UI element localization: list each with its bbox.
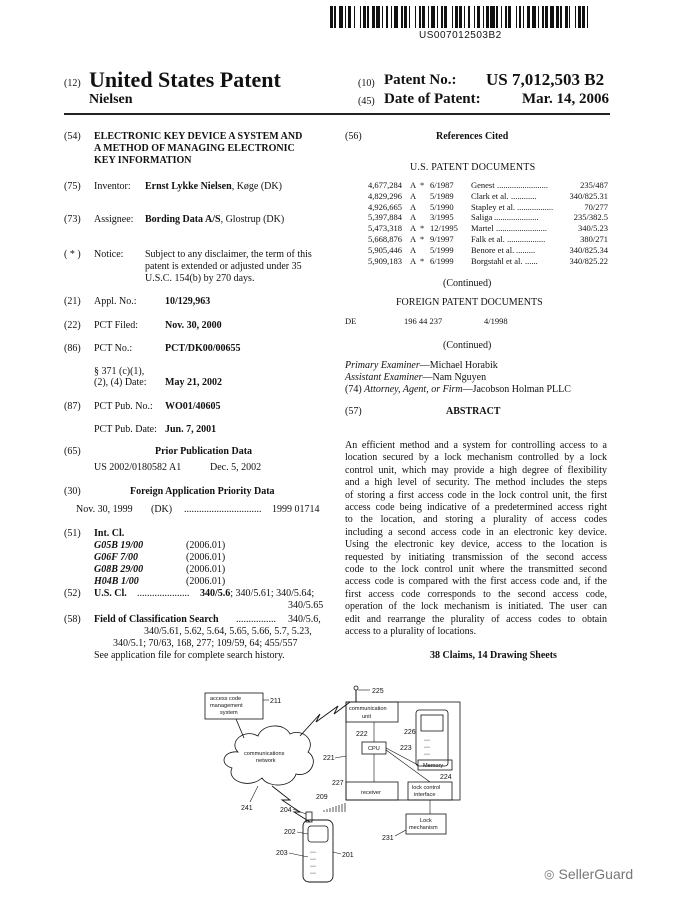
ref-202: 202 xyxy=(284,829,296,836)
appl-no-value: 10/129,963 xyxy=(165,296,211,307)
ref-dots: ..................... xyxy=(494,212,539,223)
attorney-name: —Jacobson Holman PLLC xyxy=(462,384,571,395)
patent-no-code: (10) xyxy=(358,78,375,89)
patent-title: United States Patent xyxy=(89,67,281,92)
patent-no-label: Patent No.: xyxy=(384,72,457,88)
us-cl-cont: 340/5.65 xyxy=(288,600,324,611)
ref-231: 231 xyxy=(382,835,394,842)
svg-text:◦◦◦: ◦◦◦ xyxy=(310,857,316,863)
f22-code: (22) xyxy=(64,320,81,331)
cloud-label-2: network xyxy=(256,758,276,764)
ref-224: 224 xyxy=(440,774,452,781)
ref-kind: A xyxy=(410,201,417,212)
svg-text:◦◦◦: ◦◦◦ xyxy=(310,850,316,856)
ref-dots: ........................ xyxy=(497,180,548,190)
foreign-ref-number: 196 44 237 xyxy=(404,316,443,326)
ref-201: 201 xyxy=(342,852,354,859)
svg-text:◦◦◦: ◦◦◦ xyxy=(424,745,430,751)
assignee-label: Assignee: xyxy=(94,214,134,225)
abstract-line: An efficient method and a system for controlling access to a xyxy=(345,440,607,451)
ref-date: 5/1989 xyxy=(430,190,454,201)
ref-name: Saliga xyxy=(471,212,493,223)
s371-line-1: § 371 (c)(1), xyxy=(94,366,145,377)
ref-number: 5,909,183 xyxy=(368,255,402,266)
ref-date: 6/1999 xyxy=(430,255,454,266)
f75-code: (75) xyxy=(64,181,81,192)
abstract-line: code to the lock control unit where the transmitted second xyxy=(345,564,607,575)
ref-dots: ......... xyxy=(516,244,536,255)
abstract-line: of storing a first access code in the lock control unit, the first xyxy=(345,489,607,501)
assignee-place: , Glostrup (DK) xyxy=(220,214,285,225)
ref-kind: A xyxy=(410,244,417,255)
field-search-line-3: 340/5.1; 70/63, 168, 277; 109/59, 64; 455/557 xyxy=(113,638,298,649)
field-search-line-1-tail: 340/5.6, xyxy=(288,614,321,625)
ref-dots: ............ xyxy=(511,190,537,201)
ref-name: Benore et al. xyxy=(471,244,515,255)
ref-class: 235/382.5 xyxy=(573,212,608,223)
ref-kind: A xyxy=(410,234,417,244)
f73-code: (73) xyxy=(64,214,81,225)
access-mgmt-line-2: management xyxy=(210,703,243,709)
svg-text:◦◦◦: ◦◦◦ xyxy=(310,864,316,870)
int-cl-version-2: (2006.01) xyxy=(186,552,226,563)
priority-date: Nov. 30, 1999 xyxy=(76,504,133,515)
lock-ctrl-line-2: interface xyxy=(414,792,436,798)
abstract-line: to the location, and storing a plurality of access codes xyxy=(345,514,607,526)
electronic-key-device xyxy=(303,820,333,882)
ref-class: 235/487 xyxy=(580,180,608,190)
ref-kind: A xyxy=(410,212,417,223)
primary-examiner-name: —Michael Horabik xyxy=(419,360,498,371)
notice-label: Notice: xyxy=(94,249,124,260)
ref-dots: ................. xyxy=(517,201,554,212)
abstract-line: first access code corresponds to the second access code, xyxy=(345,588,607,600)
receiver-label: receiver xyxy=(361,790,381,796)
ref-date: 3/1995 xyxy=(430,212,454,223)
ref-star: * xyxy=(420,180,425,190)
lock-mech-line-1: Lock xyxy=(420,818,432,824)
us-cl-label: U.S. Cl. xyxy=(94,588,127,599)
abstract-line: edit and rearrange the plurality of access codes to obtain xyxy=(345,613,607,625)
abstract-line: access to a plurality of locations. xyxy=(345,626,477,637)
ref-kind: A xyxy=(410,180,417,190)
appl-no-label: Appl. No.: xyxy=(94,296,137,307)
f56-code: (56) xyxy=(345,131,362,142)
svg-text:◦◦◦: ◦◦◦ xyxy=(310,871,316,877)
ref-date: 5/1999 xyxy=(430,244,454,255)
f87-code: (87) xyxy=(64,401,81,412)
us-cl-dots: ..................... xyxy=(137,588,190,599)
ref-class: 380/271 xyxy=(580,234,608,244)
claims-summary: 38 Claims, 14 Drawing Sheets xyxy=(430,650,557,661)
invention-title-line-3: KEY INFORMATION xyxy=(94,155,192,166)
ref-name: Stapley et al. xyxy=(471,201,516,212)
invention-title-line-2: A METHOD OF MANAGING ELECTRONIC xyxy=(94,143,295,154)
ref-name: Genest xyxy=(471,180,495,190)
ref-number: 4,829,296 xyxy=(368,190,402,201)
ref-203: 203 xyxy=(276,850,288,857)
comm-unit-line-2: unit xyxy=(362,714,372,720)
prior-pub-heading: Prior Publication Data xyxy=(155,446,253,457)
pct-pub-no-label: PCT Pub. No.: xyxy=(94,401,153,412)
pct-pub-no-value: WO01/40605 xyxy=(165,401,221,412)
prior-pub-doc: US 2002/0180582 A1 xyxy=(94,462,182,473)
ref-223: 223 xyxy=(400,745,412,752)
ref-number: 4,677,284 xyxy=(368,180,402,190)
abstract-line: access code being indicative of a predetermined access right xyxy=(345,502,607,513)
ref-241: 241 xyxy=(241,805,253,812)
priority-country: (DK) xyxy=(151,504,173,515)
pct-pub-date-label: PCT Pub. Date: xyxy=(94,424,157,435)
inventor-label: Inventor: xyxy=(94,181,131,192)
notice-line-1: Subject to any disclaimer, the term of this xyxy=(145,249,312,260)
key-device-display xyxy=(308,826,328,842)
continued-2: (Continued) xyxy=(443,340,492,351)
ref-kind: A xyxy=(410,223,417,234)
ref-dots: .................. xyxy=(507,234,546,244)
int-cl-class-4: H04B 1/00 xyxy=(94,576,139,587)
priority-number: 1999 01714 xyxy=(272,504,320,515)
infrared-beam xyxy=(324,803,345,812)
barcode-number: US007012503B2 xyxy=(419,30,502,41)
abstract-line: location secured by a lock mechanism controlled by a lock xyxy=(345,452,607,464)
ref-name: Borgstahl et al. xyxy=(471,255,523,266)
foreign-ref-country: DE xyxy=(345,316,357,326)
field-search-label: Field of Classification Search xyxy=(94,614,219,625)
date-code: (45) xyxy=(358,96,375,107)
s371-date-value: May 21, 2002 xyxy=(165,377,222,388)
ref-class: 70/277 xyxy=(584,201,608,212)
ref-name: Clark et al. xyxy=(471,190,509,201)
header-inventor-surname: Nielsen xyxy=(89,92,133,107)
ref-date: 12/1995 xyxy=(430,223,458,234)
foreign-priority-heading: Foreign Application Priority Data xyxy=(130,486,275,497)
ref-date: 9/1997 xyxy=(430,234,454,244)
int-cl-class-3: G08B 29/00 xyxy=(94,564,144,575)
notice-code: ( * ) xyxy=(64,249,81,260)
f52-code: (52) xyxy=(64,588,81,599)
us-cl-rest: ; 340/5.61; 340/5.64; xyxy=(230,588,315,599)
lock-mech-line-2: mechanism xyxy=(409,825,438,831)
ref-name: Falk et al. xyxy=(471,234,505,244)
memory-label: Memory xyxy=(423,763,444,769)
ref-dots: ........................ xyxy=(496,223,547,234)
patent-number: US 7,012,503 B2 xyxy=(486,70,605,89)
pct-filed-label: PCT Filed: xyxy=(94,320,138,331)
inventor-name: Ernst Lykke Nielsen xyxy=(145,181,232,192)
abstract-line: and a high level of security. The method includes the steps xyxy=(345,477,607,489)
ref-class: 340/5.23 xyxy=(578,223,608,234)
ref-number: 5,397,884 xyxy=(368,212,402,223)
abstract-line: Using the electronic key device, access to the location is xyxy=(345,539,607,551)
ref-star: * xyxy=(420,223,425,234)
abstract-line: including a second access code in an electronic key device. xyxy=(345,526,607,538)
field-search-dots: ................ xyxy=(236,614,276,625)
communication-unit-box xyxy=(346,702,398,722)
pct-filed-value: Nov. 30, 2000 xyxy=(165,320,222,331)
watermark-text: SellerGuard xyxy=(558,866,634,882)
abstract-line: requested by initiating transmission of the second access xyxy=(345,551,607,563)
primary-examiner-label: Primary Examiner xyxy=(345,360,420,371)
attorney-code: (74) xyxy=(345,384,362,395)
ref-kind: A xyxy=(410,190,417,201)
pct-pub-date-value: Jun. 7, 2001 xyxy=(165,424,217,435)
ref-225: 225 xyxy=(372,688,384,695)
int-cl-version-1: (2006.01) xyxy=(186,540,226,551)
access-mgmt-line-1: access code xyxy=(210,696,242,702)
attorney-label: Attorney, Agent, or Firm xyxy=(364,384,463,395)
ref-221: 221 xyxy=(323,755,335,762)
int-cl-class-1: G05B 19/00 xyxy=(94,540,144,551)
notice-line-3: U.S.C. 154(b) by 270 days. xyxy=(145,273,255,284)
f30-code: (30) xyxy=(64,486,81,497)
prior-pub-date: Dec. 5, 2002 xyxy=(210,462,262,473)
ref-date: 6/1987 xyxy=(430,180,454,190)
references-heading: References Cited xyxy=(436,131,509,142)
ref-222: 222 xyxy=(356,731,368,738)
abstract-code: (57) xyxy=(345,406,362,417)
ref-226: 226 xyxy=(404,729,416,736)
continued-1: (Continued) xyxy=(443,278,492,289)
inventor-place: , Køge (DK) xyxy=(231,181,282,192)
notice-line-2: patent is extended or adjusted under 35 xyxy=(145,261,302,272)
int-cl-version-3: (2006.01) xyxy=(186,564,226,575)
wireless-link-upper xyxy=(300,702,350,736)
cloud-label-1: communications xyxy=(244,751,285,757)
int-cl-version-4: (2006.01) xyxy=(186,576,226,587)
foreign-docs-heading: FOREIGN PATENT DOCUMENTS xyxy=(396,297,543,308)
chat-bubble-icon: ◎ xyxy=(544,867,555,881)
pct-no-label: PCT No.: xyxy=(94,343,133,354)
header-code-12: (12) xyxy=(64,78,81,89)
abstract-line: access code is compared with the first access code and, if the xyxy=(345,576,607,588)
f65-code: (65) xyxy=(64,446,81,457)
ref-star: * xyxy=(420,255,425,266)
abstract-line: operation of the lock mechanism is initiated. The user can xyxy=(345,601,607,613)
f21-code: (21) xyxy=(64,296,81,307)
ref-dots: ...... xyxy=(525,255,538,266)
ref-name: Martel xyxy=(471,223,494,234)
f51-code: (51) xyxy=(64,528,81,539)
lock-mechanism-box xyxy=(406,814,446,834)
patent-date: Mar. 14, 2006 xyxy=(522,91,609,107)
ref-number: 5,473,318 xyxy=(368,223,402,234)
int-cl-class-2: G06F 7/00 xyxy=(94,552,138,563)
svg-text:◦◦◦: ◦◦◦ xyxy=(424,738,430,744)
ref-kind: A xyxy=(410,255,417,266)
wireless-link-lower xyxy=(272,786,310,822)
ref-class: 340/825.31 xyxy=(569,190,608,201)
s371-line-2: (2), (4) Date: xyxy=(94,377,147,388)
abstract-heading: ABSTRACT xyxy=(446,406,501,417)
f58-code: (58) xyxy=(64,614,81,625)
invention-title-line-1: ELECTRONIC KEY DEVICE A SYSTEM AND xyxy=(94,131,303,142)
pct-no-value: PCT/DK00/00655 xyxy=(165,343,241,354)
f86-code: (86) xyxy=(64,343,81,354)
ref-class: 340/825.34 xyxy=(569,244,608,255)
assistant-examiner-label: Assistant Examiner xyxy=(345,372,423,383)
cpu-label: CPU xyxy=(368,746,380,752)
ref-number: 5,668,876 xyxy=(368,234,402,244)
watermark xyxy=(544,866,633,882)
ref-date: 5/1990 xyxy=(430,201,454,212)
ref-number: 4,926,665 xyxy=(368,201,402,212)
ref-211: 211 xyxy=(270,698,282,705)
comm-unit-line-1: communication xyxy=(349,706,387,712)
lock-ctrl-line-1: lock control xyxy=(412,785,441,791)
field-search-note: See application file for complete search history. xyxy=(94,650,285,661)
field-search-line-2: 340/5.61, 5.62, 5.64, 5.65, 5.66, 5.7, 5.23, xyxy=(144,626,312,637)
priority-dots: ............................... xyxy=(184,504,262,515)
access-mgmt-line-3: system xyxy=(220,710,238,716)
us-cl-main: 340/5.6 xyxy=(200,588,231,599)
abstract-line: control unit, which may provide a high degree of flexibility xyxy=(345,464,607,476)
ref-227: 227 xyxy=(332,780,344,787)
us-patent-docs-heading: U.S. PATENT DOCUMENTS xyxy=(410,162,536,173)
f54-code: (54) xyxy=(64,131,81,142)
ref-number: 5,905,446 xyxy=(368,244,402,255)
svg-text:◦◦◦: ◦◦◦ xyxy=(424,752,430,758)
ref-class: 340/825.22 xyxy=(569,255,608,266)
ref-star: * xyxy=(420,234,425,244)
ref-204: 204 xyxy=(280,807,292,814)
int-cl-label: Int. Cl. xyxy=(94,528,125,539)
assistant-examiner-name: —Nam Nguyen xyxy=(422,372,487,383)
ref-209: 209 xyxy=(316,794,328,801)
foreign-ref-date: 4/1998 xyxy=(484,316,508,326)
date-label: Date of Patent: xyxy=(384,91,481,107)
assignee-name: Bording Data A/S xyxy=(145,214,221,225)
